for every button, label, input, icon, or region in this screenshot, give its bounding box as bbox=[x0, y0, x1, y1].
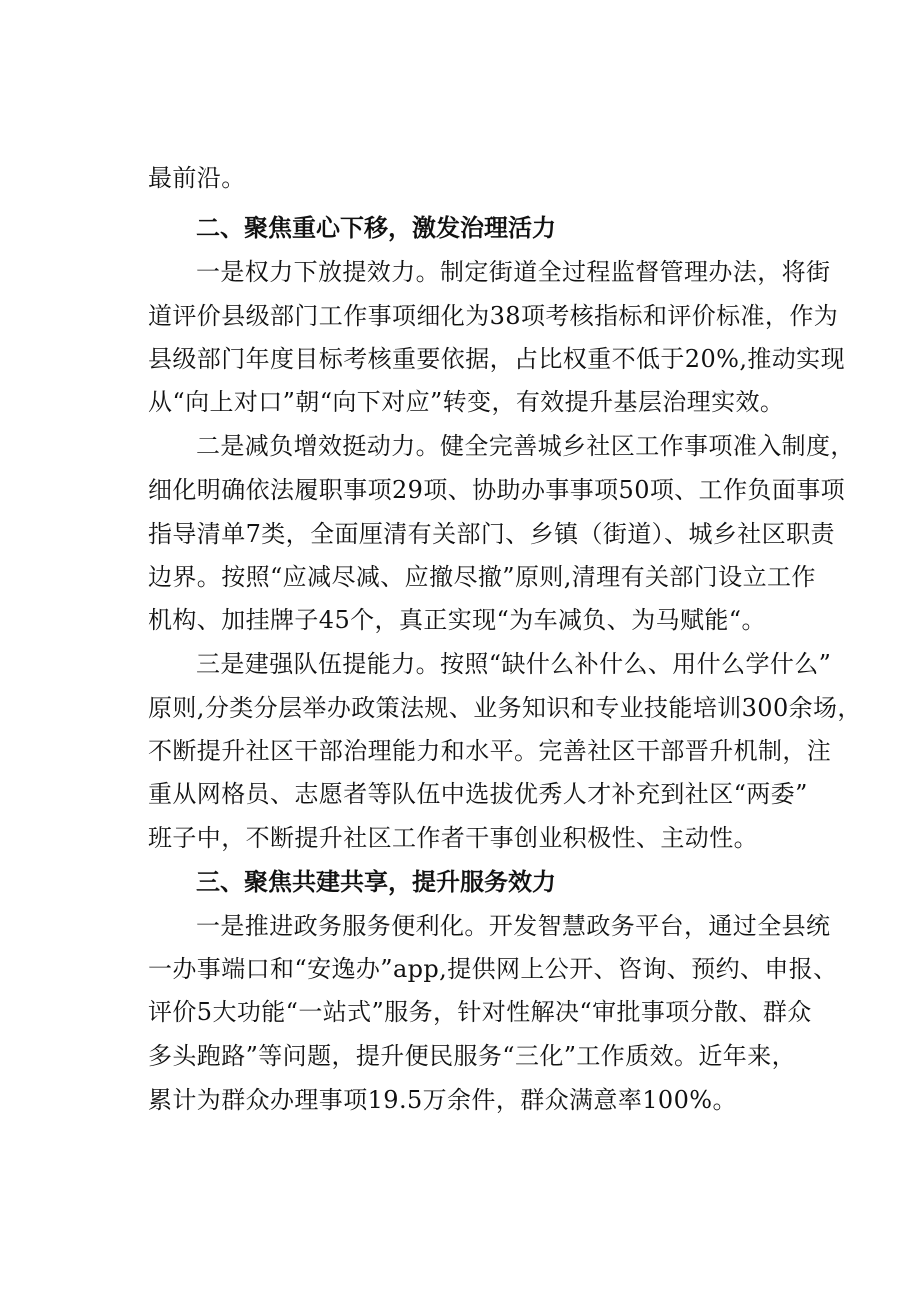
body-line: 细化明确依法履职事项29项、协助办事事项50项、工作负面事项 bbox=[148, 476, 846, 504]
body-line: 从“向上对口”朝“向下对应”转变，有效提升基层治理实效。 bbox=[148, 388, 785, 416]
body-line: 不断提升社区干部治理能力和水平。完善社区干部晋升机制，注 bbox=[148, 737, 832, 765]
body-line: 边界。按照“应减尽减、应撤尽撤”原则,清理有关部门设立工作 bbox=[148, 563, 816, 591]
section-heading: 三、聚焦共建共享，提升服务效力 bbox=[196, 868, 556, 896]
body-line: 道评价县级部门工作事项细化为38项考核指标和评价标准，作为 bbox=[148, 302, 839, 330]
section-heading: 二、聚焦重心下移，激发治理活力 bbox=[196, 214, 556, 242]
body-line: 多头跑路”等问题，提升便民服务“三化”工作质效。近年来， bbox=[148, 1042, 797, 1070]
body-line: 最前沿。 bbox=[148, 164, 246, 192]
body-line: 累计为群众办理事项19.5万余件，群众满意率100%。 bbox=[148, 1086, 737, 1114]
body-line: 机构、加挂牌子45个，真正实现“为车减负、为马赋能“。 bbox=[148, 606, 766, 634]
body-line: 二是减负增效挺动力。健全完善城乡社区工作事项准入制度， bbox=[196, 432, 855, 460]
body-line: 原则,分类分层举办政策法规、业务知识和专业技能培训300余场， bbox=[148, 694, 862, 722]
body-line: 一是推进政务服务便利化。开发智慧政务平台，通过全县统 bbox=[196, 912, 831, 940]
body-line: 评价5大功能“一站式”服务，针对性解决“审批事项分散、群众 bbox=[148, 998, 812, 1026]
body-line: 一办事端口和“安逸办”app,提供网上公开、咨询、预约、申报、 bbox=[148, 955, 838, 983]
body-line: 县级部门年度目标考核重要依据，占比权重不低于20%,推动实现 bbox=[148, 345, 845, 373]
body-line: 班子中，不断提升社区工作者干事创业积极性、主动性。 bbox=[148, 824, 758, 852]
body-line: 三是建强队伍提能力。按照“缺什么补什么、用什么学什么” bbox=[196, 650, 832, 678]
body-line: 指导清单7类，全面厘清有关部门、乡镇（街道）、城乡社区职责 bbox=[148, 520, 835, 548]
body-line: 一是权力下放提效力。制定街道全过程监督管理办法，将街 bbox=[196, 258, 831, 286]
body-line: 重从网格员、志愿者等队伍中选拔优秀人才补充到社区“两委” bbox=[148, 780, 808, 808]
